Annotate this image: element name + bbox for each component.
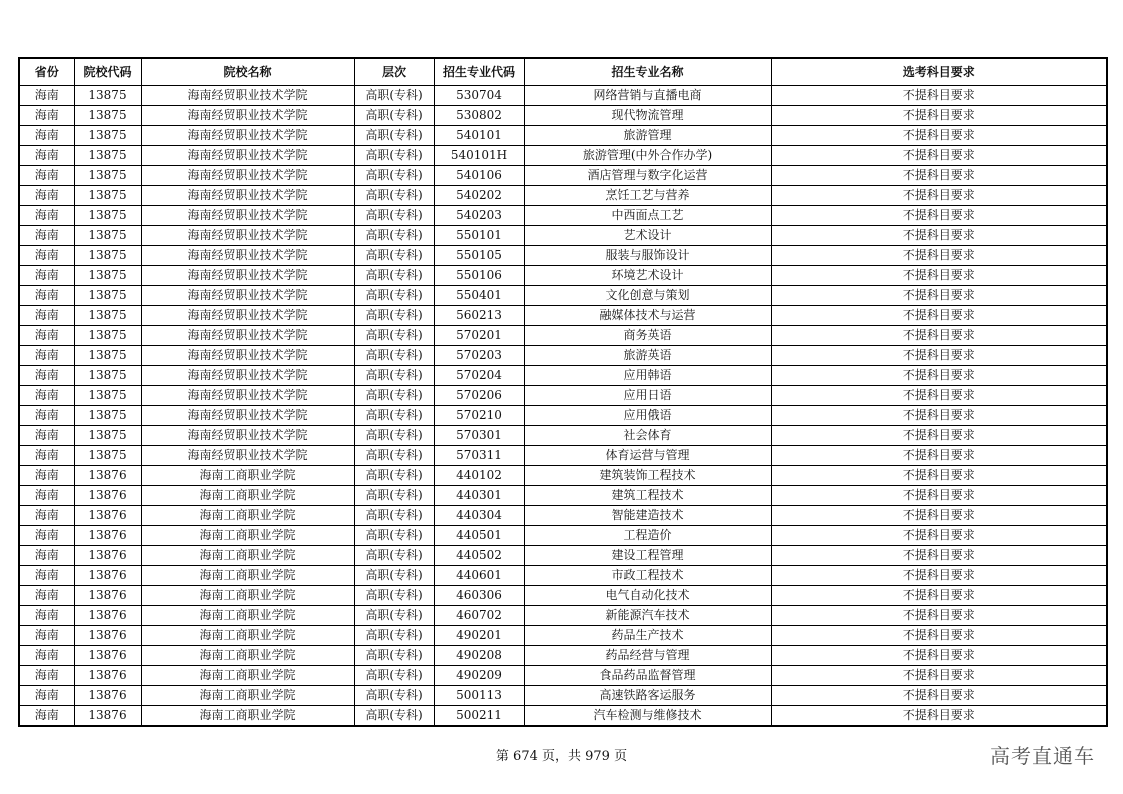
cell-subject-requirement: 不提科目要求	[771, 366, 1107, 386]
cell-province: 海南	[19, 646, 74, 666]
table-row	[19, 406, 1107, 426]
cell-major-code: 570210	[434, 406, 524, 426]
header-major-code: 招生专业代码	[434, 58, 524, 86]
cell-major-code: 500113	[434, 686, 524, 706]
table-row	[19, 566, 1107, 586]
cell-level: 高职(专科)	[354, 326, 434, 346]
cell-level: 高职(专科)	[354, 166, 434, 186]
cell-major-name: 建设工程管理	[524, 546, 771, 566]
table-row	[19, 266, 1107, 286]
cell-province: 海南	[19, 246, 74, 266]
table-row	[19, 526, 1107, 546]
cell-level: 高职(专科)	[354, 466, 434, 486]
table-row	[19, 466, 1107, 486]
cell-major-name: 电气自动化技术	[524, 586, 771, 606]
cell-major-code: 570311	[434, 446, 524, 466]
cell-province: 海南	[19, 606, 74, 626]
cell-province: 海南	[19, 526, 74, 546]
cell-school-name: 海南工商职业学院	[141, 606, 354, 626]
cell-province: 海南	[19, 346, 74, 366]
header-level: 层次	[354, 58, 434, 86]
cell-school-name: 海南经贸职业技术学院	[141, 426, 354, 446]
header-school-name: 院校名称	[141, 58, 354, 86]
table-header-row	[19, 58, 1107, 86]
cell-province: 海南	[19, 446, 74, 466]
cell-major-code: 490208	[434, 646, 524, 666]
cell-level: 高职(专科)	[354, 626, 434, 646]
cell-major-name: 酒店管理与数字化运营	[524, 166, 771, 186]
cell-province: 海南	[19, 666, 74, 686]
cell-major-code: 550106	[434, 266, 524, 286]
cell-major-code: 540203	[434, 206, 524, 226]
table-row	[19, 146, 1107, 166]
cell-major-name: 旅游管理	[524, 126, 771, 146]
cell-school-code: 13875	[74, 386, 141, 406]
cell-level: 高职(专科)	[354, 406, 434, 426]
cell-major-name: 应用俄语	[524, 406, 771, 426]
cell-province: 海南	[19, 626, 74, 646]
cell-school-code: 13876	[74, 466, 141, 486]
cell-school-name: 海南经贸职业技术学院	[141, 266, 354, 286]
header-province: 省份	[19, 58, 74, 86]
cell-subject-requirement: 不提科目要求	[771, 226, 1107, 246]
cell-major-code: 540106	[434, 166, 524, 186]
table-row	[19, 506, 1107, 526]
cell-level: 高职(专科)	[354, 106, 434, 126]
cell-school-code: 13875	[74, 266, 141, 286]
cell-level: 高职(专科)	[354, 446, 434, 466]
cell-major-code: 500211	[434, 706, 524, 727]
cell-school-code: 13876	[74, 626, 141, 646]
cell-level: 高职(专科)	[354, 146, 434, 166]
cell-subject-requirement: 不提科目要求	[771, 306, 1107, 326]
cell-school-name: 海南工商职业学院	[141, 486, 354, 506]
cell-province: 海南	[19, 506, 74, 526]
cell-major-name: 建筑装饰工程技术	[524, 466, 771, 486]
cell-major-name: 食品药品监督管理	[524, 666, 771, 686]
cell-major-name: 市政工程技术	[524, 566, 771, 586]
cell-major-code: 440301	[434, 486, 524, 506]
cell-major-name: 应用日语	[524, 386, 771, 406]
cell-school-code: 13875	[74, 286, 141, 306]
cell-subject-requirement: 不提科目要求	[771, 446, 1107, 466]
cell-major-code: 440304	[434, 506, 524, 526]
cell-major-code: 530802	[434, 106, 524, 126]
cell-major-name: 应用韩语	[524, 366, 771, 386]
cell-major-name: 商务英语	[524, 326, 771, 346]
cell-school-code: 13875	[74, 126, 141, 146]
table-row	[19, 306, 1107, 326]
cell-school-code: 13876	[74, 546, 141, 566]
cell-major-code: 530704	[434, 86, 524, 106]
cell-province: 海南	[19, 206, 74, 226]
cell-school-name: 海南经贸职业技术学院	[141, 126, 354, 146]
cell-school-name: 海南工商职业学院	[141, 686, 354, 706]
watermark-logo-text: 高考直通车	[990, 744, 1095, 768]
cell-major-name: 社会体育	[524, 426, 771, 446]
cell-school-code: 13875	[74, 326, 141, 346]
cell-major-name: 药品生产技术	[524, 626, 771, 646]
cell-major-code: 440502	[434, 546, 524, 566]
cell-major-name: 融媒体技术与运营	[524, 306, 771, 326]
cell-major-name: 建筑工程技术	[524, 486, 771, 506]
cell-school-code: 13876	[74, 526, 141, 546]
cell-school-name: 海南工商职业学院	[141, 506, 354, 526]
cell-school-name: 海南工商职业学院	[141, 666, 354, 686]
cell-school-code: 13875	[74, 306, 141, 326]
cell-major-code: 550105	[434, 246, 524, 266]
cell-school-name: 海南经贸职业技术学院	[141, 146, 354, 166]
cell-level: 高职(专科)	[354, 586, 434, 606]
header-subject-requirement: 选考科目要求	[771, 58, 1107, 86]
cell-province: 海南	[19, 226, 74, 246]
cell-school-name: 海南工商职业学院	[141, 706, 354, 727]
table-row	[19, 666, 1107, 686]
cell-major-code: 550101	[434, 226, 524, 246]
cell-province: 海南	[19, 546, 74, 566]
cell-province: 海南	[19, 586, 74, 606]
cell-subject-requirement: 不提科目要求	[771, 266, 1107, 286]
cell-province: 海南	[19, 86, 74, 106]
table-row	[19, 606, 1107, 626]
cell-province: 海南	[19, 426, 74, 446]
cell-subject-requirement: 不提科目要求	[771, 666, 1107, 686]
cell-level: 高职(专科)	[354, 426, 434, 446]
cell-province: 海南	[19, 186, 74, 206]
cell-school-name: 海南经贸职业技术学院	[141, 386, 354, 406]
cell-major-code: 440102	[434, 466, 524, 486]
cell-school-name: 海南经贸职业技术学院	[141, 406, 354, 426]
table-row	[19, 126, 1107, 146]
cell-major-name: 烹饪工艺与营养	[524, 186, 771, 206]
cell-level: 高职(专科)	[354, 386, 434, 406]
cell-subject-requirement: 不提科目要求	[771, 326, 1107, 346]
cell-school-name: 海南经贸职业技术学院	[141, 366, 354, 386]
table-row	[19, 366, 1107, 386]
cell-level: 高职(专科)	[354, 266, 434, 286]
table-row	[19, 326, 1107, 346]
cell-subject-requirement: 不提科目要求	[771, 186, 1107, 206]
cell-major-code: 460702	[434, 606, 524, 626]
cell-subject-requirement: 不提科目要求	[771, 86, 1107, 106]
cell-major-name: 新能源汽车技术	[524, 606, 771, 626]
cell-school-name: 海南经贸职业技术学院	[141, 166, 354, 186]
cell-subject-requirement: 不提科目要求	[771, 506, 1107, 526]
cell-school-name: 海南经贸职业技术学院	[141, 206, 354, 226]
cell-subject-requirement: 不提科目要求	[771, 486, 1107, 506]
cell-school-name: 海南工商职业学院	[141, 586, 354, 606]
cell-school-name: 海南经贸职业技术学院	[141, 326, 354, 346]
cell-province: 海南	[19, 386, 74, 406]
cell-subject-requirement: 不提科目要求	[771, 606, 1107, 626]
cell-level: 高职(专科)	[354, 546, 434, 566]
cell-school-code: 13875	[74, 346, 141, 366]
cell-major-code: 570206	[434, 386, 524, 406]
cell-subject-requirement: 不提科目要求	[771, 106, 1107, 126]
header-school-code: 院校代码	[74, 58, 141, 86]
cell-major-code: 490209	[434, 666, 524, 686]
cell-school-code: 13876	[74, 606, 141, 626]
cell-province: 海南	[19, 306, 74, 326]
cell-level: 高职(专科)	[354, 226, 434, 246]
cell-level: 高职(专科)	[354, 346, 434, 366]
cell-level: 高职(专科)	[354, 566, 434, 586]
cell-level: 高职(专科)	[354, 666, 434, 686]
cell-school-code: 13875	[74, 446, 141, 466]
table-row	[19, 286, 1107, 306]
cell-subject-requirement: 不提科目要求	[771, 386, 1107, 406]
cell-province: 海南	[19, 146, 74, 166]
cell-major-name: 旅游管理(中外合作办学)	[524, 146, 771, 166]
cell-school-name: 海南经贸职业技术学院	[141, 446, 354, 466]
cell-province: 海南	[19, 366, 74, 386]
cell-school-code: 13875	[74, 86, 141, 106]
cell-subject-requirement: 不提科目要求	[771, 286, 1107, 306]
cell-province: 海南	[19, 326, 74, 346]
cell-level: 高职(专科)	[354, 606, 434, 626]
cell-school-name: 海南工商职业学院	[141, 566, 354, 586]
cell-school-name: 海南经贸职业技术学院	[141, 246, 354, 266]
cell-level: 高职(专科)	[354, 286, 434, 306]
cell-subject-requirement: 不提科目要求	[771, 346, 1107, 366]
cell-province: 海南	[19, 126, 74, 146]
cell-school-code: 13875	[74, 406, 141, 426]
cell-school-name: 海南经贸职业技术学院	[141, 286, 354, 306]
cell-major-name: 工程造价	[524, 526, 771, 546]
table-body	[19, 86, 1107, 727]
cell-school-code: 13876	[74, 666, 141, 686]
cell-province: 海南	[19, 686, 74, 706]
cell-subject-requirement: 不提科目要求	[771, 646, 1107, 666]
cell-school-name: 海南经贸职业技术学院	[141, 86, 354, 106]
cell-province: 海南	[19, 406, 74, 426]
cell-major-code: 490201	[434, 626, 524, 646]
cell-level: 高职(专科)	[354, 126, 434, 146]
cell-major-name: 艺术设计	[524, 226, 771, 246]
table-row	[19, 226, 1107, 246]
table-row	[19, 186, 1107, 206]
table-row	[19, 686, 1107, 706]
cell-subject-requirement: 不提科目要求	[771, 546, 1107, 566]
cell-school-name: 海南工商职业学院	[141, 546, 354, 566]
cell-school-name: 海南工商职业学院	[141, 626, 354, 646]
cell-level: 高职(专科)	[354, 486, 434, 506]
table-row	[19, 346, 1107, 366]
cell-school-name: 海南工商职业学院	[141, 466, 354, 486]
cell-major-name: 文化创意与策划	[524, 286, 771, 306]
cell-school-name: 海南工商职业学院	[141, 646, 354, 666]
cell-school-code: 13876	[74, 506, 141, 526]
cell-subject-requirement: 不提科目要求	[771, 166, 1107, 186]
cell-major-code: 550401	[434, 286, 524, 306]
table-row	[19, 206, 1107, 226]
cell-province: 海南	[19, 266, 74, 286]
cell-major-name: 服装与服饰设计	[524, 246, 771, 266]
cell-school-code: 13875	[74, 366, 141, 386]
table-row	[19, 106, 1107, 126]
cell-subject-requirement: 不提科目要求	[771, 706, 1107, 727]
cell-level: 高职(专科)	[354, 206, 434, 226]
table-row	[19, 446, 1107, 466]
table-row	[19, 246, 1107, 266]
cell-province: 海南	[19, 486, 74, 506]
page-number: 第 674 页，共 979 页	[495, 749, 628, 764]
table-row	[19, 426, 1107, 446]
cell-major-code: 540101H	[434, 146, 524, 166]
table-row	[19, 386, 1107, 406]
cell-level: 高职(专科)	[354, 686, 434, 706]
cell-major-name: 网络营销与直播电商	[524, 86, 771, 106]
cell-school-code: 13875	[74, 226, 141, 246]
cell-major-name: 汽车检测与维修技术	[524, 706, 771, 727]
cell-level: 高职(专科)	[354, 506, 434, 526]
cell-subject-requirement: 不提科目要求	[771, 146, 1107, 166]
cell-major-code: 440601	[434, 566, 524, 586]
cell-province: 海南	[19, 166, 74, 186]
cell-major-code: 570203	[434, 346, 524, 366]
cell-school-name: 海南经贸职业技术学院	[141, 346, 354, 366]
cell-school-name: 海南经贸职业技术学院	[141, 306, 354, 326]
header-major-name: 招生专业名称	[524, 58, 771, 86]
cell-major-code: 460306	[434, 586, 524, 606]
admissions-table	[18, 57, 1108, 727]
cell-level: 高职(专科)	[354, 186, 434, 206]
table-row	[19, 626, 1107, 646]
cell-subject-requirement: 不提科目要求	[771, 526, 1107, 546]
cell-province: 海南	[19, 466, 74, 486]
table-row	[19, 486, 1107, 506]
cell-major-name: 环境艺术设计	[524, 266, 771, 286]
cell-level: 高职(专科)	[354, 706, 434, 727]
cell-level: 高职(专科)	[354, 246, 434, 266]
cell-province: 海南	[19, 566, 74, 586]
cell-school-code: 13875	[74, 246, 141, 266]
cell-subject-requirement: 不提科目要求	[771, 206, 1107, 226]
cell-school-code: 13875	[74, 426, 141, 446]
table-row	[19, 546, 1107, 566]
cell-major-name: 高速铁路客运服务	[524, 686, 771, 706]
cell-school-code: 13876	[74, 706, 141, 727]
cell-subject-requirement: 不提科目要求	[771, 566, 1107, 586]
cell-level: 高职(专科)	[354, 86, 434, 106]
cell-major-code: 570201	[434, 326, 524, 346]
cell-major-code: 540202	[434, 186, 524, 206]
cell-subject-requirement: 不提科目要求	[771, 406, 1107, 426]
cell-level: 高职(专科)	[354, 646, 434, 666]
cell-school-name: 海南工商职业学院	[141, 526, 354, 546]
cell-major-code: 560213	[434, 306, 524, 326]
cell-province: 海南	[19, 286, 74, 306]
cell-level: 高职(专科)	[354, 306, 434, 326]
cell-major-code: 570301	[434, 426, 524, 446]
table-row	[19, 646, 1107, 666]
cell-school-code: 13875	[74, 186, 141, 206]
table-row	[19, 586, 1107, 606]
table-row	[19, 166, 1107, 186]
cell-major-name: 智能建造技术	[524, 506, 771, 526]
cell-school-code: 13876	[74, 486, 141, 506]
cell-subject-requirement: 不提科目要求	[771, 586, 1107, 606]
cell-major-name: 现代物流管理	[524, 106, 771, 126]
cell-major-name: 药品经营与管理	[524, 646, 771, 666]
cell-school-code: 13876	[74, 586, 141, 606]
cell-school-name: 海南经贸职业技术学院	[141, 186, 354, 206]
cell-school-code: 13876	[74, 646, 141, 666]
cell-subject-requirement: 不提科目要求	[771, 426, 1107, 446]
cell-subject-requirement: 不提科目要求	[771, 626, 1107, 646]
cell-major-name: 体育运营与管理	[524, 446, 771, 466]
cell-school-code: 13875	[74, 166, 141, 186]
cell-province: 海南	[19, 706, 74, 727]
cell-school-code: 13876	[74, 686, 141, 706]
cell-major-name: 旅游英语	[524, 346, 771, 366]
cell-school-name: 海南经贸职业技术学院	[141, 106, 354, 126]
cell-province: 海南	[19, 106, 74, 126]
cell-school-code: 13875	[74, 146, 141, 166]
cell-subject-requirement: 不提科目要求	[771, 246, 1107, 266]
cell-level: 高职(专科)	[354, 366, 434, 386]
cell-subject-requirement: 不提科目要求	[771, 466, 1107, 486]
cell-school-name: 海南经贸职业技术学院	[141, 226, 354, 246]
cell-level: 高职(专科)	[354, 526, 434, 546]
cell-major-code: 540101	[434, 126, 524, 146]
cell-major-code: 570204	[434, 366, 524, 386]
table-row	[19, 86, 1107, 106]
cell-subject-requirement: 不提科目要求	[771, 686, 1107, 706]
cell-school-code: 13875	[74, 106, 141, 126]
cell-school-code: 13876	[74, 566, 141, 586]
cell-major-code: 440501	[434, 526, 524, 546]
table-row	[19, 706, 1107, 727]
cell-subject-requirement: 不提科目要求	[771, 126, 1107, 146]
cell-school-code: 13875	[74, 206, 141, 226]
cell-major-name: 中西面点工艺	[524, 206, 771, 226]
